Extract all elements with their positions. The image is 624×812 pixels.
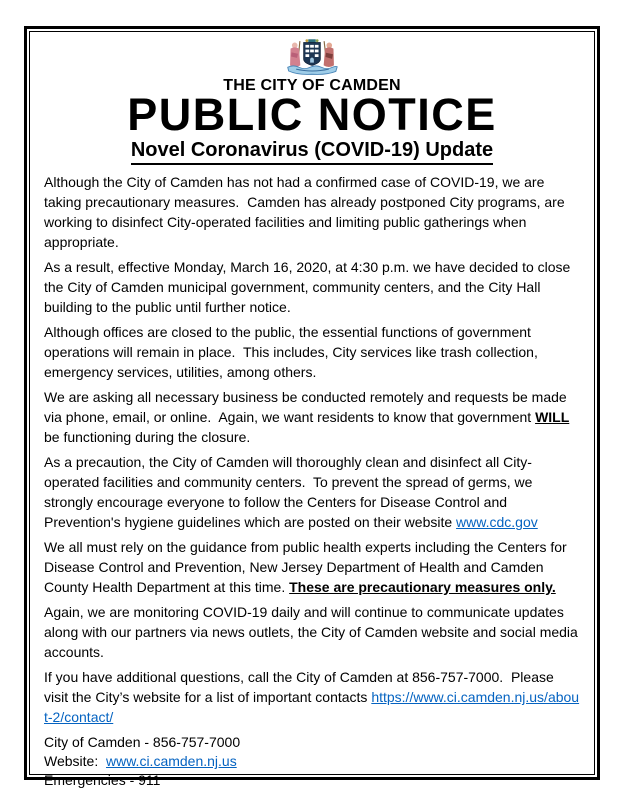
contact-page-link[interactable]: https://www.ci.camden.nj.us/about-2/contact/ (44, 689, 580, 725)
page-title: PUBLIC NOTICE (127, 89, 497, 140)
precautionary-measures-emphasis: These are precautionary measures only. (289, 579, 556, 595)
notice-body (44, 172, 580, 727)
paragraph-health-guidance (44, 537, 580, 597)
will-emphasis: WILL (535, 409, 570, 425)
seal-right-figure (324, 41, 334, 67)
footer-website-line (44, 752, 580, 771)
paragraph-essential-functions: Although offices are closed to the public, the essential functions of government operations will remain in place. This includes, City services like trash collection, emergency services, utilities, among others. (44, 324, 542, 380)
contact-footer (44, 733, 580, 790)
health-guidance-text: We all must rely on the guidance from public health experts including the Centers for Disease Control and Prevention, New Jersey Department of Health and Camden County Health Department at this time. (44, 539, 571, 595)
cdc-website-link[interactable]: www.cdc.gov (456, 514, 538, 530)
seal-shield (304, 43, 321, 66)
footer-phone-line: City of Camden - 856-757-7000 (44, 734, 241, 750)
paragraph-remote-business (44, 387, 580, 447)
paragraph-cleaning-precaution (44, 452, 580, 532)
city-website-link[interactable]: www.ci.camden.nj.us (106, 753, 237, 769)
footer-website-label: Website: (44, 753, 106, 769)
seal-left-figure (290, 41, 300, 67)
city-name: THE CITY OF CAMDEN (223, 77, 401, 94)
seal-water (288, 66, 337, 75)
notice-subtitle (44, 138, 580, 165)
remote-business-text: We are asking all necessary business be conducted remotely and requests be made via phone, email, or online. Again, we want residents to know that government (44, 389, 571, 425)
city-seal-icon (284, 38, 340, 76)
paragraph-closure-announcement: As a result, effective Monday, March 16, 2020, at 4:30 p.m. we have decided to close the City of Camden municipal government, community centers, and the City Hall building to the public until further notice. (44, 259, 575, 315)
page-border-inner (29, 31, 595, 788)
seal-crest (308, 39, 315, 42)
cleaning-precaution-text: As a precaution, the City of Camden will thoroughly clean and disinfect all City-operated facilities and community centers. To prevent the spread of germs, we strongly encourage everyone to follow the Centers for Disease Control and Prevention's hygiene guidelines which are posted on their website (44, 454, 537, 530)
seal-container (44, 38, 580, 76)
footer-emergencies-line: Emergencies - 911 (44, 772, 161, 788)
paragraph-monitoring-updates: Again, we are monitoring COVID-19 daily and will continue to communicate updates along with our partners via news outlets, the City of Camden website and social media accounts. (44, 604, 582, 660)
paragraph-additional-questions (44, 667, 580, 727)
page-border (24, 26, 600, 788)
paragraph-precautionary-measures: Although the City of Camden has not had a confirmed case of COVID-19, we are taking precautionary measures. Camden has already postponed City programs, are working to disinfect City-operated facilities and limiting public gatherings when appropriate. (44, 174, 569, 250)
additional-questions-text: If you have additional questions, call the City of Camden at 856-757-7000. Please visit the City’s website for a list of important contacts (44, 669, 558, 705)
notice-subtitle-text: Novel Coronavirus (COVID-19) Update (131, 138, 493, 165)
remote-business-text-end: be functioning during the closure. (44, 409, 574, 445)
